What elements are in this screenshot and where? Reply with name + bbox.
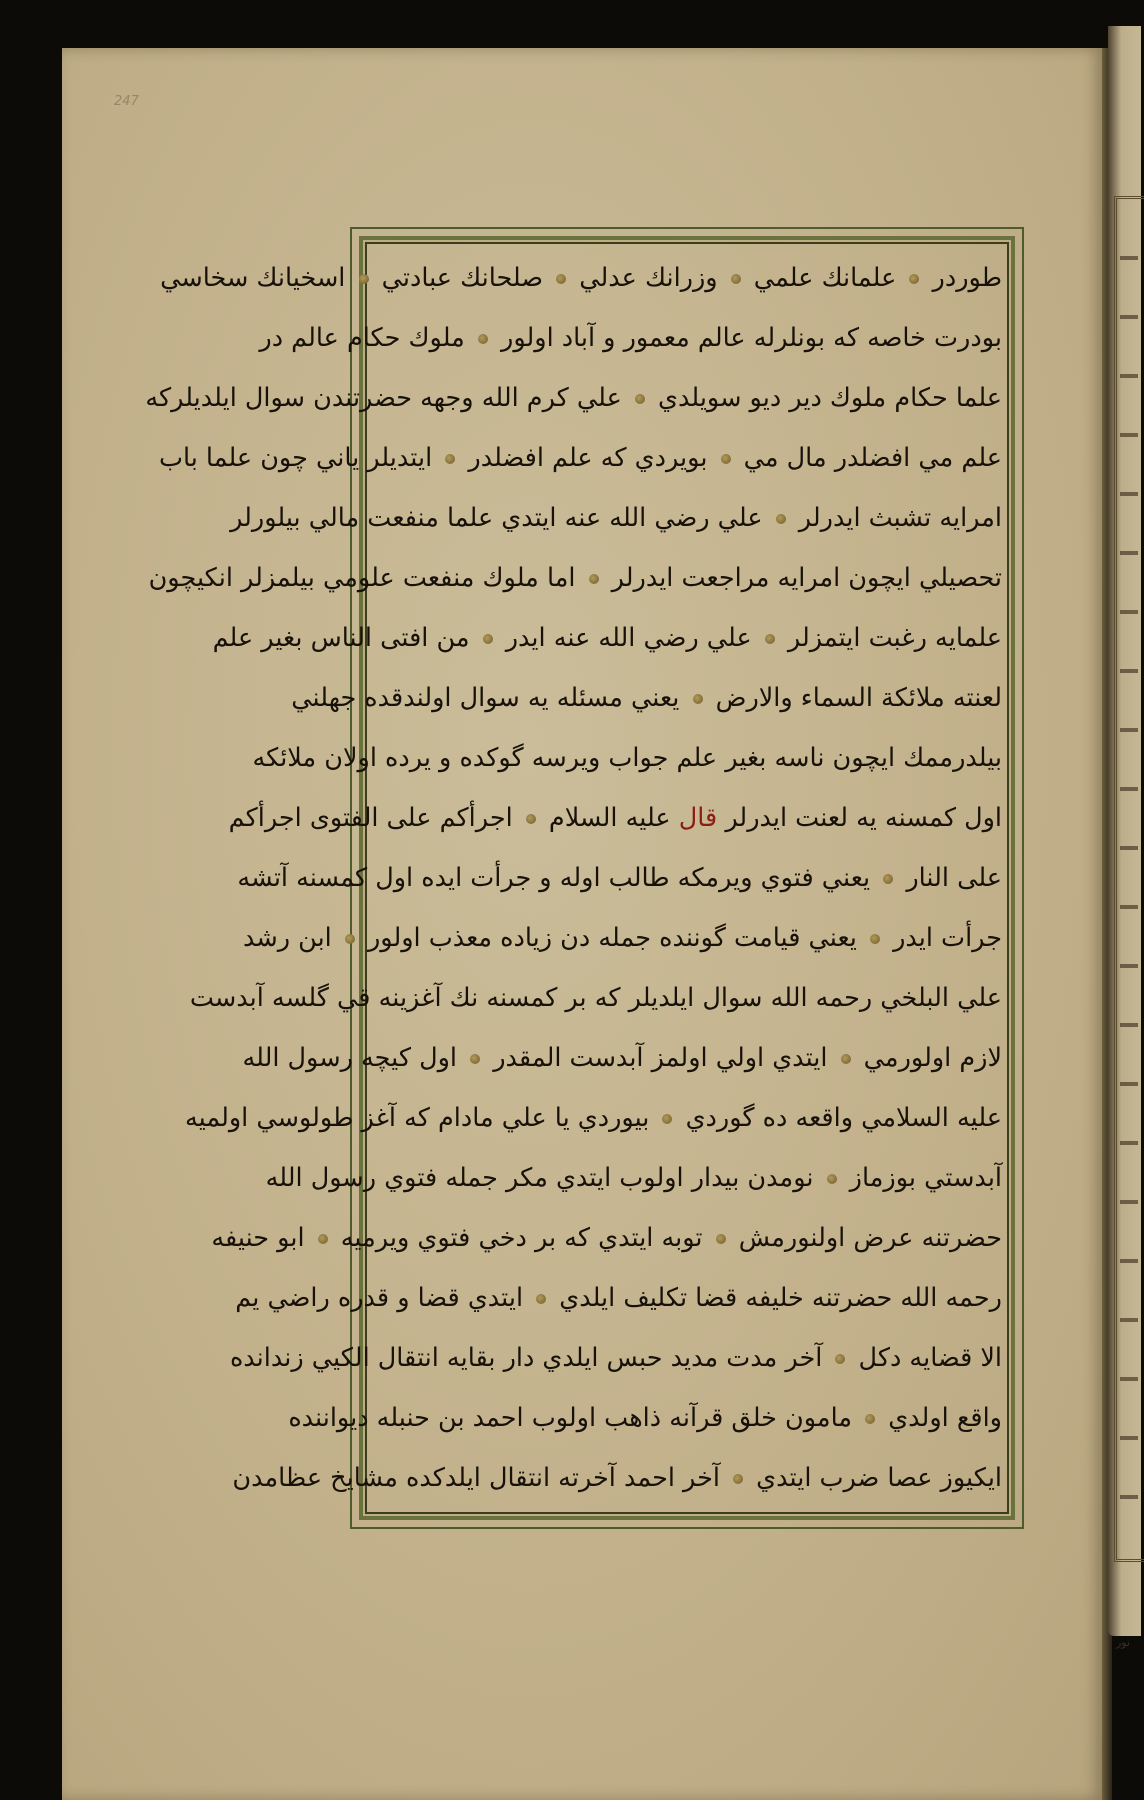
text-line: طوردر علمانك علمي وزرانك عدلي صلحانك عبادتي اسخيانك سخاسي bbox=[160, 263, 1002, 293]
verse-stop-marker bbox=[635, 394, 645, 404]
verse-stop-marker bbox=[733, 1474, 743, 1484]
verse-stop-marker bbox=[345, 934, 355, 944]
verse-stop-marker bbox=[589, 574, 599, 584]
verse-stop-marker bbox=[526, 814, 536, 824]
text-line: رحمه الله حضرتنه خليفه قضا تكليف ايلدي ايتدي قضا و قدره راضي يم bbox=[235, 1283, 1002, 1313]
verse-stop-marker bbox=[470, 1054, 480, 1064]
text-line: لعنته ملائكة السماء والارض يعني مسئله يه سوال اولندقده جهلني bbox=[291, 683, 1002, 713]
text-line: الا قضايه دكل آخر مدت مديد حبس ايلدي دار بقايه انتقال الكيي زندانده bbox=[229, 1343, 1002, 1373]
verse-stop-marker bbox=[662, 1114, 672, 1124]
text-line: واقع اولدي مامون خلق قرآنه ذاهب اولوب احمد بن حنبله ديواننده bbox=[288, 1403, 1002, 1433]
verse-stop-marker bbox=[556, 274, 566, 284]
verse-stop-marker bbox=[693, 694, 703, 704]
text-block bbox=[145, 249, 1002, 1507]
text-line: بودرت خاصه كه بونلرله عالم معمور و آباد اولور ملوك حكام عالم در bbox=[259, 323, 1002, 353]
text-line: تحصيلي ايچون امرايه مراجعت ايدرلر اما ملوك منفعت علومي بيلمزلر انكيچون bbox=[148, 563, 1002, 593]
text-line: ايكيوز عصا ضرب ايتدي آخر احمد آخرته انتقال ايلدكده مشايخ عظامدن bbox=[232, 1463, 1002, 1493]
text-line: علي البلخي رحمه الله سوال ايلديلر كه بر كمسنه نك آغزينه قي گلسه آبدست bbox=[189, 983, 1002, 1013]
facing-page-text bbox=[1120, 226, 1138, 1526]
verse-stop-marker bbox=[445, 454, 455, 464]
verse-stop-marker bbox=[765, 634, 775, 644]
verse-stop-marker bbox=[483, 634, 493, 644]
text-line: عليه السلامي واقعه ده گوردي بيوردي يا علي مادام كه آغز طولوسي اولميه bbox=[184, 1103, 1002, 1133]
verse-stop-marker bbox=[827, 1174, 837, 1184]
verse-stop-marker bbox=[318, 1234, 328, 1244]
text-line: امرايه تشبث ايدرلر علي رضي الله عنه ايتدي علما منفعت مالي بيلورلر bbox=[230, 503, 1002, 533]
text-line: آبدستي بوزماز نومدن بيدار اولوب ايتدي مكر جمله فتوي رسول الله bbox=[265, 1163, 1002, 1193]
verse-stop-marker bbox=[716, 1234, 726, 1244]
facing-page-edge bbox=[1108, 26, 1141, 1649]
catchword: نور bbox=[1116, 1636, 1131, 1649]
text-line: بيلدرممك ايچون ناسه بغير علم جواب ويرسه گوكده و يرده اولان ملائكه bbox=[252, 743, 1002, 773]
verse-stop-marker bbox=[835, 1354, 845, 1364]
text-frame bbox=[145, 227, 1024, 1529]
manuscript-folio bbox=[62, 48, 1102, 1800]
folio-number: 247 bbox=[114, 94, 139, 109]
text-line: لازم اولورمي ايتدي اولي اولمز آبدست المقدر اول كيچه رسول الله bbox=[242, 1043, 1002, 1073]
text-line: علم مي افضلدر مال مي بويردي كه علم افضلدر ايتديلر ياني چون علما باب bbox=[158, 443, 1002, 473]
verse-stop-marker bbox=[721, 454, 731, 464]
verse-stop-marker bbox=[865, 1414, 875, 1424]
verse-stop-marker bbox=[883, 874, 893, 884]
verse-stop-marker bbox=[359, 274, 369, 284]
text-line: اول كمسنه يه لعنت ايدرلر قال عليه السلام اجرأكم على الفتوى اجرأكم bbox=[228, 803, 1002, 833]
text-line: جرأت ايدر يعني قيامت گوننده جمله دن زياده معذب اولور ابن رشد bbox=[242, 923, 1002, 953]
verse-stop-marker bbox=[536, 1294, 546, 1304]
verse-stop-marker bbox=[841, 1054, 851, 1064]
verse-stop-marker bbox=[776, 514, 786, 524]
rubric-word: قال bbox=[678, 803, 718, 833]
text-line: علمايه رغبت ايتمزلر علي رضي الله عنه ايدر من افتى الناس بغير علم bbox=[212, 623, 1002, 653]
verse-stop-marker bbox=[478, 334, 488, 344]
text-line: على النار يعني فتوي ويرمكه طالب اوله و جرأت ايده اول كمسنه آتشه bbox=[237, 863, 1002, 893]
verse-stop-marker bbox=[731, 274, 741, 284]
verse-stop-marker bbox=[870, 934, 880, 944]
verse-stop-marker bbox=[909, 274, 919, 284]
text-line: علما حكام ملوك دير ديو سويلدي علي كرم الله وجهه حضرتندن سوال ايلديلركه bbox=[145, 383, 1002, 413]
text-line: حضرتنه عرض اولنورمش توبه ايتدي كه بر دخي فتوي ويرميه ابو حنيفه bbox=[211, 1223, 1002, 1253]
